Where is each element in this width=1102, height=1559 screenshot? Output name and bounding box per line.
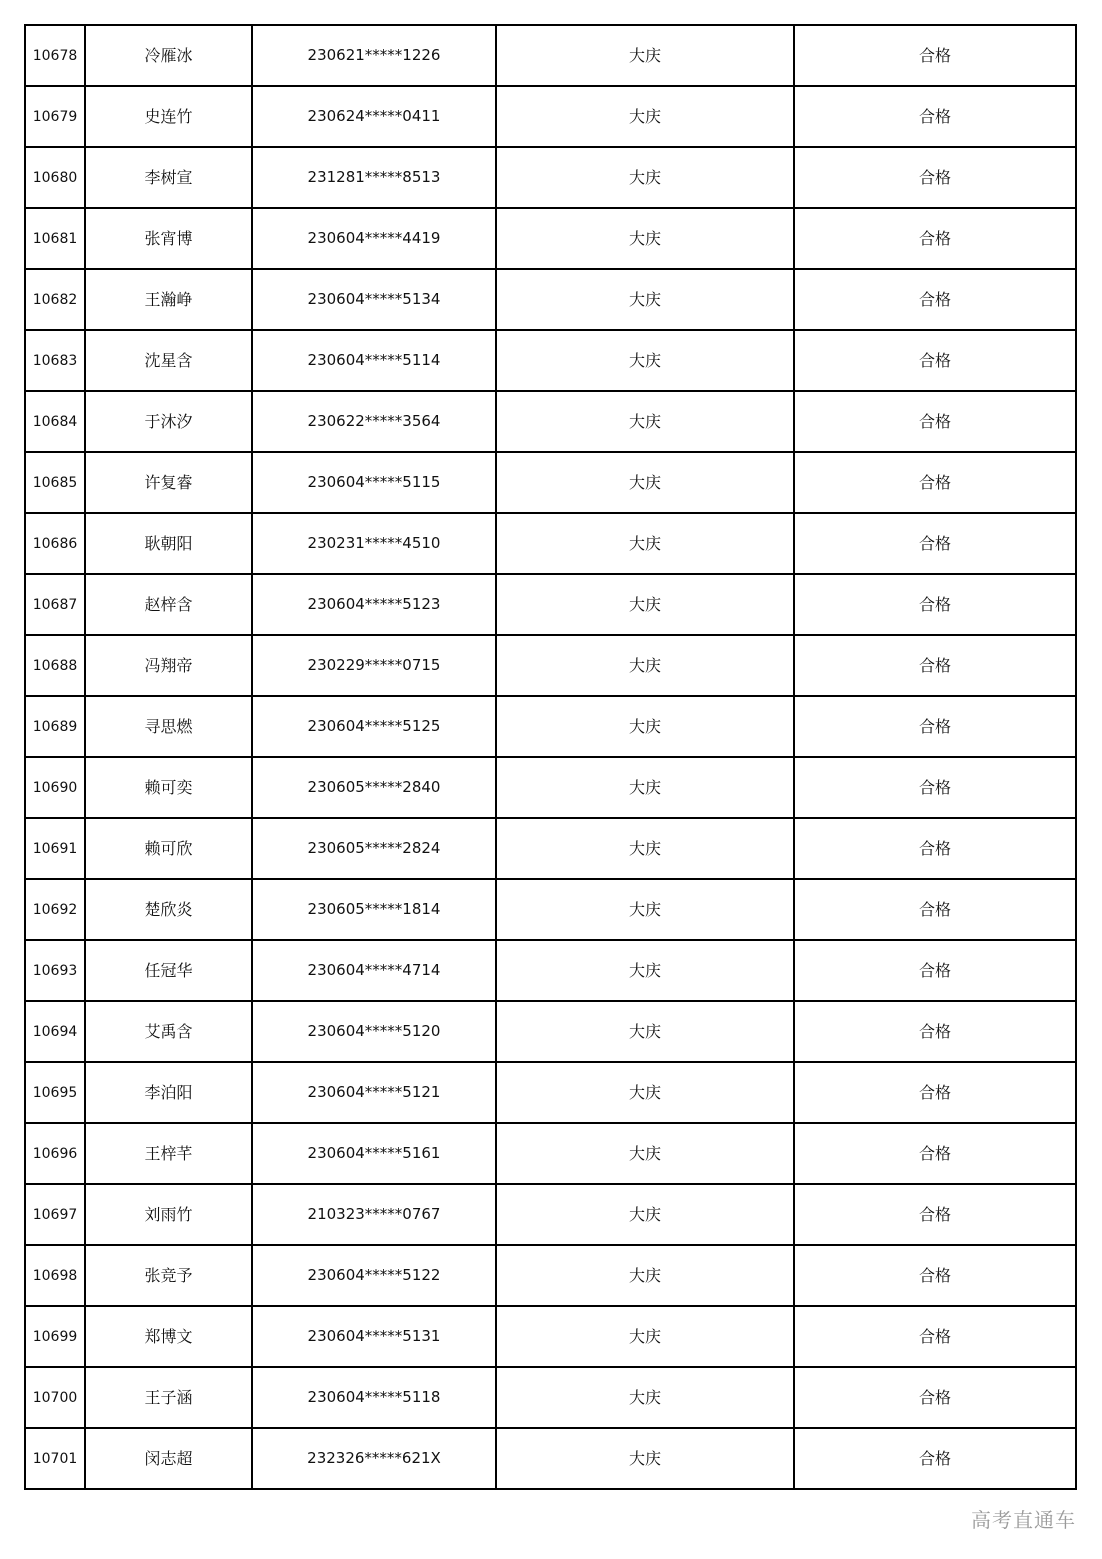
id-number-cell: 230604*****5161 xyxy=(252,1123,496,1184)
result-cell: 合格 xyxy=(794,391,1076,452)
name-cell: 王瀚峥 xyxy=(85,269,252,330)
city-cell: 大庆 xyxy=(496,391,794,452)
result-cell: 合格 xyxy=(794,86,1076,147)
id-number-cell: 230604*****5120 xyxy=(252,1001,496,1062)
city-cell: 大庆 xyxy=(496,1306,794,1367)
seq-number-cell: 10684 xyxy=(25,391,85,452)
table-row xyxy=(25,1001,1076,1062)
result-cell: 合格 xyxy=(794,208,1076,269)
city-cell: 大庆 xyxy=(496,696,794,757)
table-row xyxy=(25,1245,1076,1306)
seq-number-cell: 10698 xyxy=(25,1245,85,1306)
table-row xyxy=(25,1123,1076,1184)
name-cell: 冷雁冰 xyxy=(85,25,252,86)
name-cell: 张竞予 xyxy=(85,1245,252,1306)
name-cell: 赖可奕 xyxy=(85,757,252,818)
city-cell: 大庆 xyxy=(496,269,794,330)
name-cell: 赖可欣 xyxy=(85,818,252,879)
table-row xyxy=(25,391,1076,452)
result-cell: 合格 xyxy=(794,147,1076,208)
table-row xyxy=(25,208,1076,269)
city-cell: 大庆 xyxy=(496,147,794,208)
name-cell: 艾禹含 xyxy=(85,1001,252,1062)
seq-number-cell: 10678 xyxy=(25,25,85,86)
table-row xyxy=(25,25,1076,86)
name-cell: 沈星含 xyxy=(85,330,252,391)
result-cell: 合格 xyxy=(794,1062,1076,1123)
id-number-cell: 230605*****2840 xyxy=(252,757,496,818)
table-row xyxy=(25,513,1076,574)
city-cell: 大庆 xyxy=(496,818,794,879)
id-number-cell: 230604*****5134 xyxy=(252,269,496,330)
name-cell: 李泊阳 xyxy=(85,1062,252,1123)
table-row xyxy=(25,1428,1076,1489)
id-number-cell: 230624*****0411 xyxy=(252,86,496,147)
seq-number-cell: 10700 xyxy=(25,1367,85,1428)
city-cell: 大庆 xyxy=(496,86,794,147)
table-row xyxy=(25,574,1076,635)
seq-number-cell: 10682 xyxy=(25,269,85,330)
table-row xyxy=(25,147,1076,208)
result-cell: 合格 xyxy=(794,330,1076,391)
id-number-cell: 230604*****5121 xyxy=(252,1062,496,1123)
result-cell: 合格 xyxy=(794,1123,1076,1184)
name-cell: 王梓芊 xyxy=(85,1123,252,1184)
id-number-cell: 230231*****4510 xyxy=(252,513,496,574)
table-row xyxy=(25,1184,1076,1245)
name-cell: 楚欣炎 xyxy=(85,879,252,940)
seq-number-cell: 10696 xyxy=(25,1123,85,1184)
city-cell: 大庆 xyxy=(496,1245,794,1306)
seq-number-cell: 10680 xyxy=(25,147,85,208)
city-cell: 大庆 xyxy=(496,452,794,513)
result-cell: 合格 xyxy=(794,757,1076,818)
watermark: 高考直通车 xyxy=(971,1508,1076,1532)
table-row xyxy=(25,86,1076,147)
id-number-cell: 230605*****1814 xyxy=(252,879,496,940)
id-number-cell: 230621*****1226 xyxy=(252,25,496,86)
result-cell: 合格 xyxy=(794,452,1076,513)
name-cell: 耿朝阳 xyxy=(85,513,252,574)
id-number-cell: 230622*****3564 xyxy=(252,391,496,452)
city-cell: 大庆 xyxy=(496,1367,794,1428)
city-cell: 大庆 xyxy=(496,940,794,1001)
result-cell: 合格 xyxy=(794,696,1076,757)
seq-number-cell: 10681 xyxy=(25,208,85,269)
seq-number-cell: 10683 xyxy=(25,330,85,391)
name-cell: 郑博文 xyxy=(85,1306,252,1367)
city-cell: 大庆 xyxy=(496,1123,794,1184)
result-cell: 合格 xyxy=(794,940,1076,1001)
result-cell: 合格 xyxy=(794,818,1076,879)
table-row xyxy=(25,1062,1076,1123)
city-cell: 大庆 xyxy=(496,879,794,940)
result-cell: 合格 xyxy=(794,635,1076,696)
table-row xyxy=(25,696,1076,757)
id-number-cell: 230604*****4419 xyxy=(252,208,496,269)
id-number-cell: 230229*****0715 xyxy=(252,635,496,696)
name-cell: 张宵博 xyxy=(85,208,252,269)
id-number-cell: 230604*****4714 xyxy=(252,940,496,1001)
result-cell: 合格 xyxy=(794,1245,1076,1306)
results-table-body xyxy=(25,25,1076,1489)
seq-number-cell: 10689 xyxy=(25,696,85,757)
seq-number-cell: 10685 xyxy=(25,452,85,513)
city-cell: 大庆 xyxy=(496,635,794,696)
result-cell: 合格 xyxy=(794,1306,1076,1367)
table-row xyxy=(25,879,1076,940)
seq-number-cell: 10701 xyxy=(25,1428,85,1489)
result-cell: 合格 xyxy=(794,25,1076,86)
seq-number-cell: 10679 xyxy=(25,86,85,147)
name-cell: 赵梓含 xyxy=(85,574,252,635)
seq-number-cell: 10694 xyxy=(25,1001,85,1062)
city-cell: 大庆 xyxy=(496,513,794,574)
id-number-cell: 232326*****621X xyxy=(252,1428,496,1489)
name-cell: 李树宣 xyxy=(85,147,252,208)
seq-number-cell: 10695 xyxy=(25,1062,85,1123)
seq-number-cell: 10688 xyxy=(25,635,85,696)
city-cell: 大庆 xyxy=(496,1184,794,1245)
city-cell: 大庆 xyxy=(496,208,794,269)
table-row xyxy=(25,1367,1076,1428)
table-row xyxy=(25,269,1076,330)
name-cell: 寻思燃 xyxy=(85,696,252,757)
name-cell: 刘雨竹 xyxy=(85,1184,252,1245)
id-number-cell: 230605*****2824 xyxy=(252,818,496,879)
table-row xyxy=(25,757,1076,818)
id-number-cell: 230604*****5122 xyxy=(252,1245,496,1306)
seq-number-cell: 10693 xyxy=(25,940,85,1001)
city-cell: 大庆 xyxy=(496,574,794,635)
id-number-cell: 230604*****5118 xyxy=(252,1367,496,1428)
id-number-cell: 230604*****5114 xyxy=(252,330,496,391)
seq-number-cell: 10699 xyxy=(25,1306,85,1367)
seq-number-cell: 10692 xyxy=(25,879,85,940)
result-cell: 合格 xyxy=(794,1184,1076,1245)
seq-number-cell: 10686 xyxy=(25,513,85,574)
city-cell: 大庆 xyxy=(496,330,794,391)
table-row xyxy=(25,635,1076,696)
name-cell: 任冠华 xyxy=(85,940,252,1001)
name-cell: 闵志超 xyxy=(85,1428,252,1489)
city-cell: 大庆 xyxy=(496,25,794,86)
city-cell: 大庆 xyxy=(496,1001,794,1062)
table-row xyxy=(25,330,1076,391)
city-cell: 大庆 xyxy=(496,757,794,818)
result-cell: 合格 xyxy=(794,513,1076,574)
table-row xyxy=(25,1306,1076,1367)
city-cell: 大庆 xyxy=(496,1428,794,1489)
result-cell: 合格 xyxy=(794,1001,1076,1062)
seq-number-cell: 10690 xyxy=(25,757,85,818)
name-cell: 王子涵 xyxy=(85,1367,252,1428)
result-cell: 合格 xyxy=(794,269,1076,330)
result-cell: 合格 xyxy=(794,1428,1076,1489)
city-cell: 大庆 xyxy=(496,1062,794,1123)
id-number-cell: 231281*****8513 xyxy=(252,147,496,208)
id-number-cell: 230604*****5115 xyxy=(252,452,496,513)
seq-number-cell: 10691 xyxy=(25,818,85,879)
result-cell: 合格 xyxy=(794,1367,1076,1428)
name-cell: 冯翔帝 xyxy=(85,635,252,696)
id-number-cell: 230604*****5131 xyxy=(252,1306,496,1367)
result-cell: 合格 xyxy=(794,574,1076,635)
result-cell: 合格 xyxy=(794,879,1076,940)
name-cell: 于沐汐 xyxy=(85,391,252,452)
id-number-cell: 230604*****5123 xyxy=(252,574,496,635)
table-row xyxy=(25,818,1076,879)
id-number-cell: 210323*****0767 xyxy=(252,1184,496,1245)
table-row xyxy=(25,940,1076,1001)
table-row xyxy=(25,452,1076,513)
name-cell: 史连竹 xyxy=(85,86,252,147)
results-table xyxy=(24,24,1077,1490)
id-number-cell: 230604*****5125 xyxy=(252,696,496,757)
name-cell: 许复睿 xyxy=(85,452,252,513)
seq-number-cell: 10697 xyxy=(25,1184,85,1245)
seq-number-cell: 10687 xyxy=(25,574,85,635)
